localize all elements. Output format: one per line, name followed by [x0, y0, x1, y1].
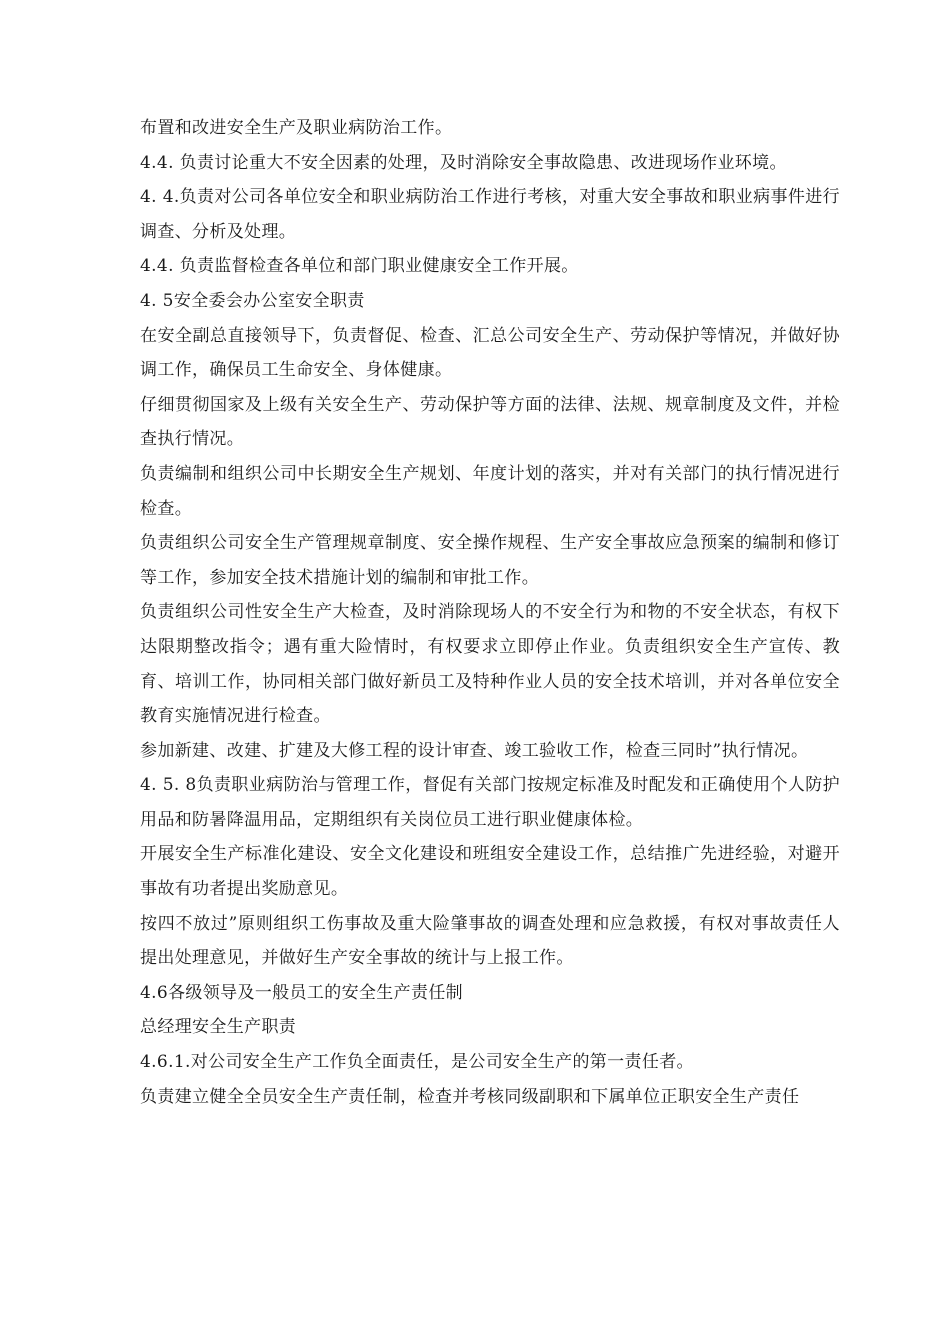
paragraph: 在安全副总直接领导下，负责督促、检查、汇总公司安全生产、劳动保护等情况，并做好协调工作，确保员工生命安全、身体健康。 — [140, 325, 840, 381]
subsection-heading: 总经理安全生产职责 — [140, 1017, 297, 1038]
paragraph: 4.4. 负责讨论重大不安全因素的处理，及时消除安全事故隐患、改进现场作业环境。 — [140, 152, 787, 173]
paragraph: 仔细贯彻国家及上级有关安全生产、劳动保护等方面的法律、法规、规章制度及文件，并检查执行情况。 — [140, 394, 840, 450]
section-heading: 4. 5安全委会办公室安全职责 — [140, 290, 365, 311]
paragraph: 4. 4.负责对公司各单位安全和职业病防治工作进行考核，对重大安全事故和职业病事件进行调查、分析及处理。 — [140, 187, 840, 242]
section-heading: 4.6各级领导及一般员工的安全生产责任制 — [140, 982, 464, 1003]
paragraph: 负责编制和组织公司中长期安全生产规划、年度计划的落实，并对有关部门的执行情况进行检查。 — [140, 463, 840, 519]
paragraph: 负责组织公司性安全生产大检查，及时消除现场人的不安全行为和物的不安全状态，有权下达限期整改指令；遇有重大险情时，有权要求立即停止作业。负责组织安全生产宣传、教育、培训工作，协同相关部门做好新员工及特种作业人员的安全技术培训，并对各单位安全教育实施情况进行检查。 — [140, 602, 840, 727]
paragraph: 参加新建、改建、扩建及大修工程的设计审查、竣工验收工作，检查三同时”执行情况。 — [140, 740, 809, 761]
paragraph: 4. 5. 8负责职业病防治与管理工作，督促有关部门按规定标准及时配发和正确使用个人防护用品和防暑降温用品，定期组织有关岗位员工进行职业健康体检。 — [140, 775, 840, 830]
paragraph: 按四不放过”原则组织工伤事故及重大险肇事故的调查处理和应急救援，有权对事故责任人提出处理意见，并做好生产安全事故的统计与上报工作。 — [140, 913, 840, 969]
paragraph: 负责建立健全全员安全生产责任制，检查并考核同级副职和下属单位正职安全生产责任 — [140, 1086, 800, 1107]
paragraph: 4.4. 负责监督检查各单位和部门职业健康安全工作开展。 — [140, 256, 579, 277]
document-body — [140, 111, 840, 1114]
paragraph: 开展安全生产标准化建设、安全文化建设和班组安全建设工作，总结推广先进经验，对避开事故有功者提出奖励意见。 — [140, 844, 840, 900]
paragraph: 4.6.1.对公司安全生产工作负全面责任，是公司安全生产的第一责任者。 — [140, 1052, 694, 1073]
paragraph: 负责组织公司安全生产管理规章制度、安全操作规程、生产安全事故应急预案的编制和修订等工作，参加安全技术措施计划的编制和审批工作。 — [140, 533, 840, 588]
paragraph: 布置和改进安全生产及职业病防治工作。 — [140, 118, 453, 138]
